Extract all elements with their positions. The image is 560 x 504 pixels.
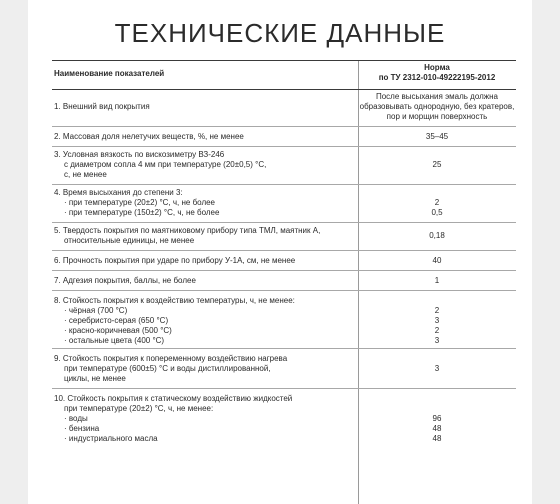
- indicator-text: относительные единицы, не менее: [64, 236, 195, 245]
- table-row: [52, 388, 516, 446]
- indicator-text: при температуре (20±2) °С, ч, не менее:: [64, 404, 214, 413]
- indicator-text: циклы, не менее: [64, 374, 126, 383]
- norm-text: После высыхания эмаль должна: [375, 92, 498, 101]
- indicator-text: 9. Стойкость покрытия к попеременному воздействию нагрева: [54, 354, 288, 363]
- indicator-text: 4. Время высыхания до степени 3:: [54, 188, 183, 197]
- indicator-text: 1. Внешний вид покрытия: [54, 102, 150, 111]
- indicator-text: · остальные цвета (400 °С): [64, 336, 165, 345]
- indicator-text: · бензина: [64, 424, 100, 433]
- indicator-text: с диаметром сопла 4 мм при температуре (20±0,5) °С,: [64, 160, 267, 169]
- norm-text: пор и морщин поверхность: [386, 112, 488, 121]
- table-row: [52, 184, 516, 223]
- norm-text: 3: [434, 336, 440, 345]
- norm-text: 96: [432, 414, 442, 423]
- page-title: ТЕХНИЧЕСКИЕ ДАННЫЕ: [114, 18, 446, 48]
- spec-card: [28, 0, 532, 504]
- norm-cell: [358, 306, 516, 346]
- norm-text: 0,18: [429, 231, 445, 240]
- indicator-text: · при температуре (150±2) °С, ч, не более: [64, 208, 220, 217]
- norm-cell: [358, 198, 516, 218]
- indicator-cell: [54, 296, 352, 346]
- indicator-text: 3. Условная вязкость по вискозиметру ВЗ-246: [54, 150, 225, 159]
- table-row: [52, 270, 516, 291]
- table-row: [52, 146, 516, 185]
- norm-text: 2: [434, 326, 440, 335]
- spec-table: [52, 60, 516, 504]
- indicator-cell: [54, 226, 352, 246]
- table-row: [52, 222, 516, 251]
- indicator-cell: [54, 394, 352, 444]
- indicator-text: · серебристо-серая (650 °С): [64, 316, 169, 325]
- table-row: [52, 348, 516, 389]
- header-norm-line: по ТУ 2312-010-49222195-2012: [378, 73, 496, 82]
- indicator-text: 10. Стойкость покрытия к статическому воздействию жидкостей: [54, 394, 293, 403]
- indicator-text: · при температуре (20±2) °С, ч, не более: [64, 198, 216, 207]
- norm-text: 25: [432, 160, 442, 169]
- indicator-text: 7. Адгезия покрытия, баллы, не более: [54, 276, 196, 285]
- norm-cell: [358, 160, 516, 170]
- indicator-cell: [54, 276, 352, 286]
- norm-text: 48: [432, 434, 442, 443]
- norm-text: 2: [434, 306, 440, 315]
- indicator-text: 2. Массовая доля нелетучих веществ, %, не менее: [54, 132, 244, 141]
- indicator-cell: [54, 256, 352, 266]
- indicator-text: · красно-коричневая (500 °С): [64, 326, 172, 335]
- indicator-cell: [54, 354, 352, 384]
- indicator-text: 6. Прочность покрытия при ударе по прибору У-1А, см, не менее: [54, 256, 296, 265]
- norm-text: образовывать однородную, без кратеров,: [359, 102, 515, 111]
- norm-text: 2: [434, 198, 440, 207]
- norm-text: 1: [434, 276, 440, 285]
- header-indicator-name: Наименование показателей: [54, 69, 165, 78]
- header-norm-line: Норма: [424, 63, 450, 72]
- indicator-text: с, не менее: [64, 170, 107, 179]
- table-row: [52, 88, 516, 127]
- table-row: [52, 290, 516, 349]
- indicator-text: 5. Твердость покрытия по маятниковому прибору типа ТМЛ, маятник А,: [54, 226, 321, 235]
- norm-cell: [358, 276, 516, 286]
- indicator-cell: [54, 102, 352, 112]
- header-norm: [358, 63, 516, 83]
- norm-text: 35–45: [425, 132, 449, 141]
- norm-cell: [358, 364, 516, 374]
- indicator-text: · индустриального масла: [64, 434, 158, 443]
- norm-cell: [358, 132, 516, 142]
- table-row: [52, 250, 516, 271]
- indicator-text: · чёрная (700 °С): [64, 306, 128, 315]
- table-header: [52, 60, 516, 90]
- norm-cell: [358, 231, 516, 241]
- norm-cell: [358, 414, 516, 444]
- norm-text: 48: [432, 424, 442, 433]
- norm-cell: [358, 256, 516, 266]
- norm-text: 40: [432, 256, 442, 265]
- table-row: [52, 126, 516, 147]
- norm-text: 3: [434, 364, 440, 373]
- norm-text: 3: [434, 316, 440, 325]
- indicator-cell: [54, 150, 352, 180]
- indicator-text: при температуре (600±5) °С и воды дистиллированной,: [64, 364, 271, 373]
- norm-cell: [358, 92, 516, 122]
- indicator-cell: [54, 188, 352, 218]
- indicator-text: · воды: [64, 414, 88, 423]
- indicator-text: 8. Стойкость покрытия к воздействию температуры, ч, не менее:: [54, 296, 295, 305]
- indicator-cell: [54, 132, 352, 142]
- norm-text: 0,5: [431, 208, 443, 217]
